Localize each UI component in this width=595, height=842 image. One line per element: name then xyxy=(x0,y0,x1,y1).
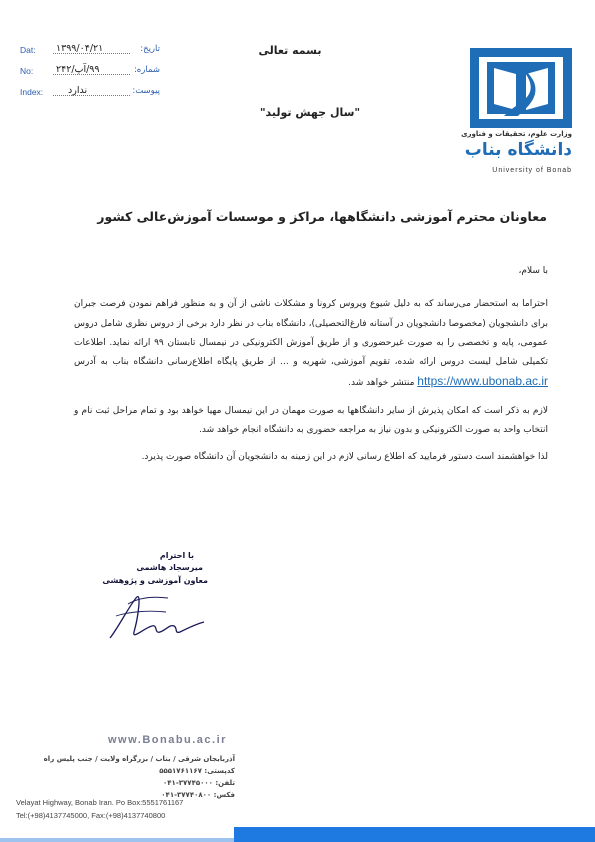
attachment-label-en: Index: xyxy=(20,87,44,97)
footer-tel-en: Tel:(+98)4137745000, Fax:(+98)4137740800 xyxy=(16,811,166,820)
letter-body xyxy=(74,262,548,476)
handwritten-signature xyxy=(108,568,208,648)
footer-blue-strip xyxy=(234,827,595,842)
attachment-row xyxy=(20,85,160,106)
attachment-dots xyxy=(53,95,130,96)
number-label-fa: شماره: xyxy=(133,65,160,75)
ministry-name: وزارت علوم، تحقیقات و فناوری xyxy=(461,130,572,138)
university-name-en: University of Bonab xyxy=(492,167,572,174)
paragraph-1-end: منتشر خواهد شد. xyxy=(348,378,415,389)
number-row xyxy=(20,64,160,85)
footer-postal-fa: کدپستی: ۵۵۵۱۷۶۱۱۶۷ xyxy=(159,767,235,775)
paragraph-2: لازم به ذکر است که امکان پذیرش از سایر دانشگاهها به صورت مهمان در این نیمسال مهیا خواهد بود و تمام مراحل ثبت نام و انتخاب واحد به صورت الکترونیکی و بدون نیاز به مراجعه حضوری به دانشگاه انجام خواهد شد. xyxy=(74,405,548,436)
bismillah-heading: بسمه تعالی xyxy=(258,44,322,57)
paragraph-3: لذا خواهشمند است دستور فرمایید که اطلاع رسانی لازم در این زمینه به دانشجویان آن دانشگاه صورت پذیرد. xyxy=(141,452,548,463)
university-name-fa: دانشگاه بناب xyxy=(464,140,572,160)
paragraph-1 xyxy=(74,295,548,393)
number-label-en: No: xyxy=(20,66,34,76)
signature-name: میرسجاد هاشمی xyxy=(136,563,203,572)
footer-website: www.Bonabu.ac.ir xyxy=(108,734,227,746)
attachment-label-fa: پیوست: xyxy=(132,86,160,96)
signature-position: معاون آموزشی و پژوهشی xyxy=(102,576,208,585)
number-value: ۹۹/آپ/۲۴۲ xyxy=(56,64,100,75)
date-row xyxy=(20,43,160,64)
paragraph-1-text: احتراما به استحضار می‌رساند که به دلیل شیوع ویروس کرونا و مشکلات ناشی از آن و به منظور فراهم نمودن فرصت جبران برای دانشجویان (مخصوصا دانشجویان در آستانه فارغ‌التحصیلی)، دانشگاه بناب در نظر دارد برخی از دروس نظری شامل دروس عمومی، پایه و تخصصی را به صورت غیرحضوری و از طریق آموزش الکترونیکی در نیمسال تابستان ۹۹ ارائه نماید. اطلاعات تکمیلی شامل لیست دروس ارائه شده، تقویم آموزشی، شهریه و ... از طریق پایگاه اطلاع‌رسانی دانشگاه بناب به آدرس xyxy=(74,299,548,368)
footer-light-strip xyxy=(0,838,234,842)
signature-closing: با احترام xyxy=(159,551,194,560)
attachment-value: ندارد xyxy=(68,85,88,96)
letter-recipient-title: معاونان محترم آموزشی دانشگاهها، مراکز و موسسات آموزش‌عالی کشور xyxy=(97,209,547,224)
greeting: با سلام، xyxy=(518,266,548,276)
date-label-fa: تاریخ: xyxy=(140,44,160,54)
date-label-en: Dat: xyxy=(20,45,36,55)
footer-fax-fa: فکس: ۳۷۷۴۰۸۰۰-۰۴۱ xyxy=(161,791,235,799)
footer-phone-fa: تلفن: ۳۷۷۴۵۰۰۰-۰۴۱ xyxy=(163,779,235,787)
letter-meta xyxy=(20,43,160,106)
footer-address-en: Velayat Highway, Bonab Iran. Po Box:5551761167 xyxy=(16,798,184,807)
book-emblem-icon xyxy=(470,48,572,128)
year-slogan: "سال جهش تولید" xyxy=(259,106,361,119)
website-link[interactable]: https://www.ubonab.ac.ir xyxy=(417,374,548,389)
date-value: ۱۳۹۹/۰۴/۲۱ xyxy=(56,43,104,54)
signature-block xyxy=(102,548,208,638)
footer-address-fa: آذربایجان شرقی / بناب / بزرگراه ولایت / جنب پلیس راه xyxy=(43,755,235,763)
